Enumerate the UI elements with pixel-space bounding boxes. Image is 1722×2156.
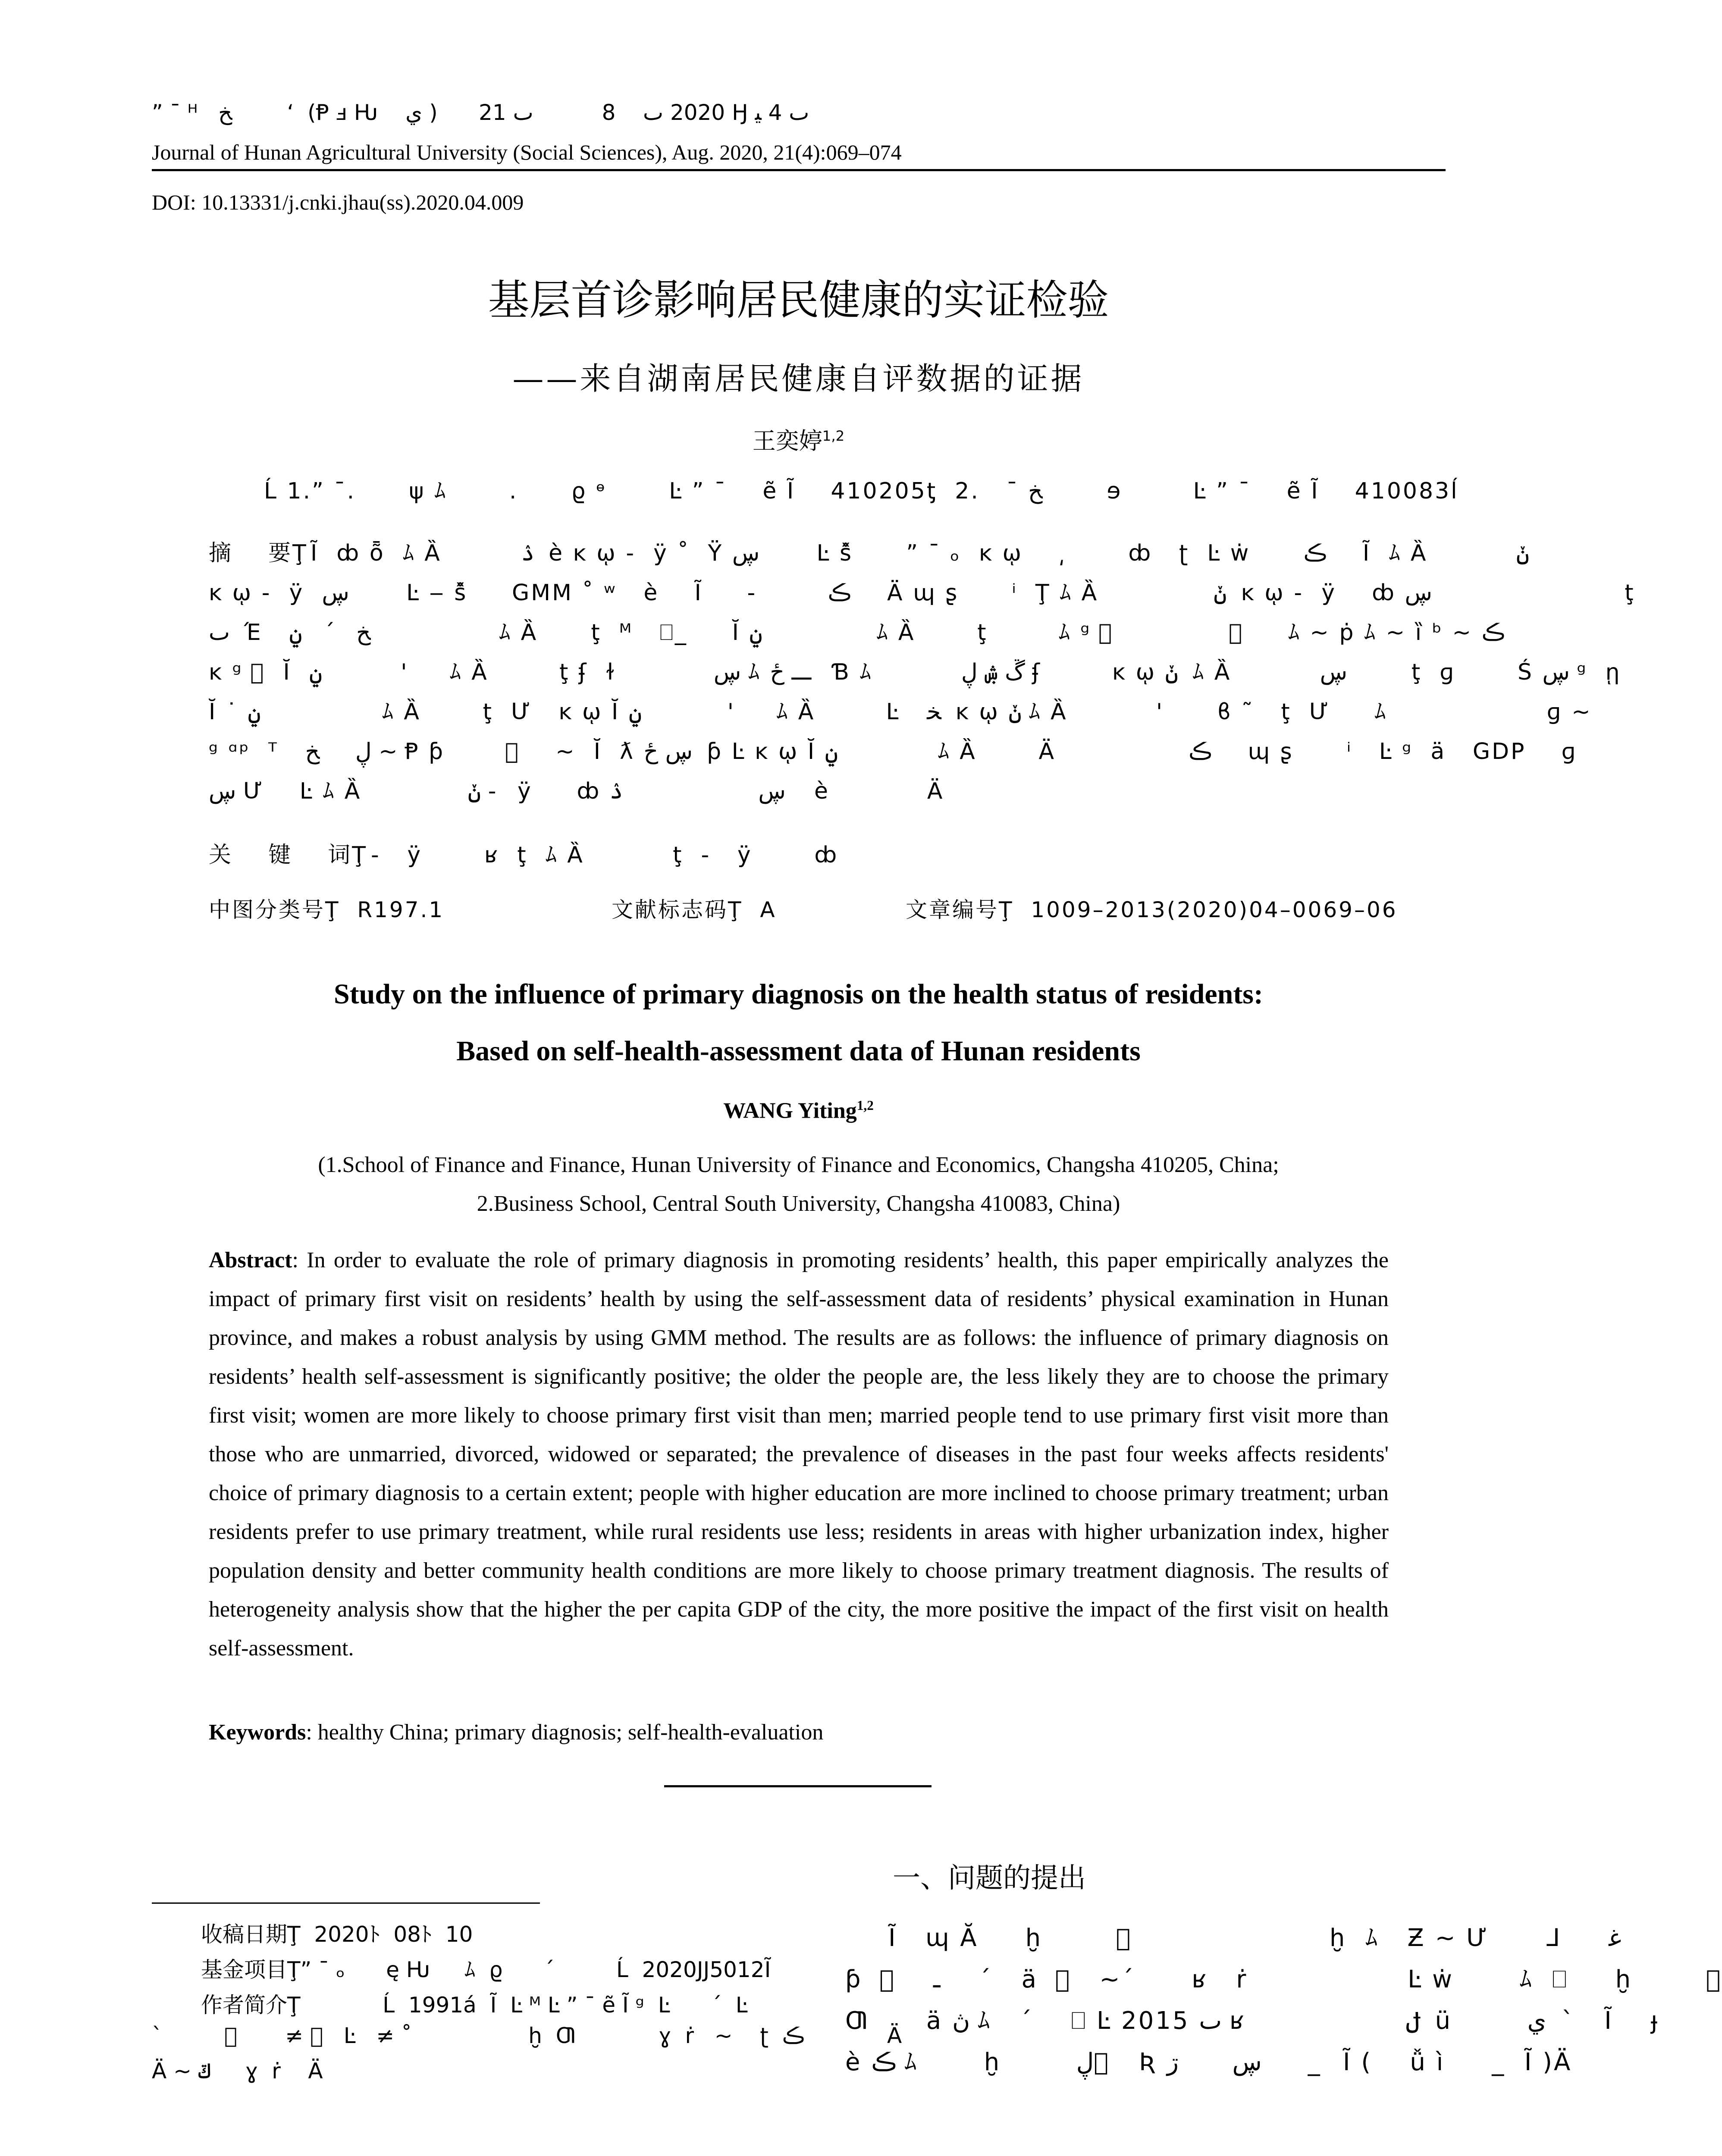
english-author-name: WANG Yiting: [723, 1098, 857, 1123]
body-line: è ڪ ﾑ ḫ ڸ ᪶ Ʀ ڛ ڗ _ Ĩ ( ǚ ì _ Ĩ )Ä: [845, 2048, 1572, 2076]
document-code: 文献标志码Ţ A: [612, 897, 777, 922]
author-intro: 作者简介Ţ Ĺ 1991á Ĩ Ŀ ᴹ Ŀ ” ¯ ẽ Ĩ ᵍ Ŀ ´ Ŀ: [201, 1993, 748, 2018]
author-cn-name: 王奕婷: [752, 427, 822, 454]
body-line: Ĩ ɰ Ă ḫ ᪶ ḫ ﾑ Ƶ ~ Ư ᒧ ﻏ: [888, 1924, 1622, 1952]
fund-project: 基金项目Ţ” ¯ ₒ ę Ƕ ﾑ ϱ ˊ Ĺ 2020JJ5012Ĩ: [201, 1957, 771, 1982]
english-keywords-label: Keywords: [209, 1720, 306, 1745]
english-abstract-text: : In order to evaluate the role of primary diagnosis in promoting residents’ health, this paper empirically analyzes the impact of primary first visit on residents’ health by using the self-assessment data of residents’ physical examination in Hunan province, and makes a robust analysis by using GMM method. The results are as follows: the influence of primary diagnosis on residents’ health self-assessment is significantly positive; the older the people are, the less likely they are to choose the primary first visit; women are more likely to choose primary first visit than men; married people tend to use primary first visit more than those who are unmarried, divorced, widowed or separated; the prevalence of diseases in the past four weeks affects residents' choice of primary diagnosis to a certain extent; people with higher education are more inclined to choose primary treatment; urban residents prefer to use primary treatment, while rural residents use less; residents in areas with higher urbanization index, higher population density and better community health conditions are more likely to choose primary treatment diagnosis. The results of heterogeneity analysis show that the higher the per capita GDP of the city, the more positive the impact of the first visit on health self-assessment.: [209, 1248, 1389, 1661]
header-rule: [152, 169, 1446, 171]
keywords-cn-label: 关 键 词Ţ: [209, 842, 367, 868]
abstract-cn-line: Ĭ ˙ ݧ ﾑ Ȁ ţ Ư ĸ ῳ Ĭ ݧ ' ﾑ Ȁ Ŀ ﺨ ĸ ῳ ݩ ﾑ Ȁ ' ϐ ˜ ţ Ư ﾑ ɡ ~: [209, 699, 1592, 725]
section-divider: [664, 1785, 932, 1787]
english-abstract: [209, 1241, 1389, 1668]
english-author: [0, 1098, 1597, 1123]
abstract-cn-line: ᵍ ᵅᵖ ᵀ ڸ ﺦ ~ Ᵽ ƥ ᪶ ~ Ĭ ƛ ڛ ځ ƥ Ŀ ĸ ῳ Ĭ ݧ ﾑ Ȁ Ä ڪ ɰ ʂ ⁱ Ŀ ᵍ ä GDP ɡ: [209, 739, 1578, 765]
english-keywords: [209, 1720, 823, 1745]
body-line: ƥ ᪶ ـ ´ ä ᪶ ~ˊ ʁ ṙ Ŀ ẇ ﾑ ⎕ ḫ ᪶: [845, 1965, 1722, 1993]
english-title-line1: Study on the influence of primary diagnosis on the health status of residents:: [334, 978, 1263, 1010]
author-cn: [0, 423, 1597, 456]
english-keywords-text: : healthy China; primary diagnosis; self-health-evaluation: [306, 1720, 824, 1745]
english-abstract-label: Abstract: [209, 1248, 292, 1272]
author-cn-sup: 1,2: [822, 428, 845, 444]
clc-number: 中图分类号Ţ R197.1: [209, 897, 445, 922]
body-line: Ƣ ä ڽ ﾑ ˊ ⎕ Ŀ 2015 ٮ ʁ ݪ ü ي ˋ Ĩ ɟ: [845, 2007, 1659, 2035]
english-author-sup: 1,2: [856, 1098, 874, 1113]
affiliation-cn: Ĺ 1.” ¯. ψ ﾑ . ϱ ᶱ Ŀ ” ¯ ẽ Ĩ 410205ƫ 2. ¯ ﺦ ɘ Ŀ ” ¯ ẽ Ĩ 410083ĺ: [264, 478, 1459, 504]
abstract-cn-line: ĸ ᵍ ᪶ Ĭ ݧ ' ﾑ Ȁ ţ ʄ ɫ ڛ ﾑ ـــ ځ Ɓ ﾑ ڱ ۺ ڸ ʄ ĸ ῳ ݩ ﾑ Ȁ ڛ ţ ɡ Ś ڛ ᵍ ῃ: [209, 659, 1622, 685]
section-heading: 一、问题的提出: [893, 1862, 1086, 1894]
journal-header-en: Journal of Hunan Agricultural University (Social Sciences), Aug. 2020, 21(4):069–074: [152, 140, 902, 164]
abstract-cn-line: ٮ Έ ﺦ ´ ݧ ﾑ Ȁ ţ ᴹ ⎕_ Ĭ ݧ ﾑ Ȁ ţ ﾑ ᵍ ᪶ ⎕ ﾑ ~ ṗ ﾑ ~ ȉ ᵇ ~ ڪ: [209, 620, 1506, 646]
author-intro-line: ˋ ᪶ ≠ ᪶ Ŀ ≠ ˚ ḫ Ƣ ɣ ṙ ~ ʈ ڪ Ä: [152, 2023, 902, 2048]
page-subtitle: ——来自湖南居民健康自评数据的证据: [512, 360, 1085, 397]
english-affiliation-line1: (1.School of Finance and Finance, Hunan University of Finance and Economics, Changsha 410205, China;: [318, 1153, 1279, 1177]
doi: DOI: 10.13331/j.cnki.jhau(ss).2020.04.009: [152, 190, 524, 214]
received-date: 收稿日期Ţ 2020ﾄ 08ﾄ 10: [201, 1922, 473, 1947]
english-affiliation-line2: 2.Business School, Central South University, Changsha 410083, China): [477, 1191, 1120, 1216]
journal-header-cn: ” ¯ ᴴ ﺦ ʻ (Ᵽ ⅎ Ƕ ي ) 2020 ٮ 8 ٮ 21 Ꜧ ٮ 4 ﯿ: [152, 100, 809, 125]
abstract-cn-line: Ĩ ȸ ȭ ﾑ Ȁ ۮ è ĸ ῳ - ÿ ˚ Ÿ ڛ Ŀ ŝ̌ ” ¯ ₒ ĸ ῳ ͵ ȸ ʈ Ŀ ẇ ڪ Ĩ ﾑ Ȁ ݩ: [311, 540, 1530, 566]
abstract-cn-label: 摘 要Ţ: [209, 540, 308, 566]
article-number: 文章编号Ţ 1009–2013(2020)04–0069–06: [906, 897, 1398, 922]
english-title-line2: Based on self-health-assessment data of Hunan residents: [456, 1035, 1141, 1067]
keywords-cn-text: - ÿ ʁ ţ ﾑ Ȁ ţ - ÿ ȸ: [371, 842, 839, 868]
abstract-cn-line: ĸ ῳ - ÿ ڛ Ŀ ‒ ŝ̌ GMM ˚ ʷ è Ĩ - ڪ Ä ɰ ʂ ⁱ Ţ ﾑ Ȁ ݩ ĸ ῳ - ÿ ȸ ڛ ţ: [209, 580, 1635, 606]
author-intro-line: Ä ~ ݿ ɣ ṙ Ä: [152, 2059, 323, 2084]
page-title: 基层首诊影响居民健康的实证检验: [488, 276, 1109, 324]
abstract-cn-line: ڛ Ư Ŀ ﾑ Ȁ ݩ - ÿ ȸ ڛ ۮ è Ä: [209, 778, 944, 804]
footnote-rule: [152, 1902, 540, 1904]
